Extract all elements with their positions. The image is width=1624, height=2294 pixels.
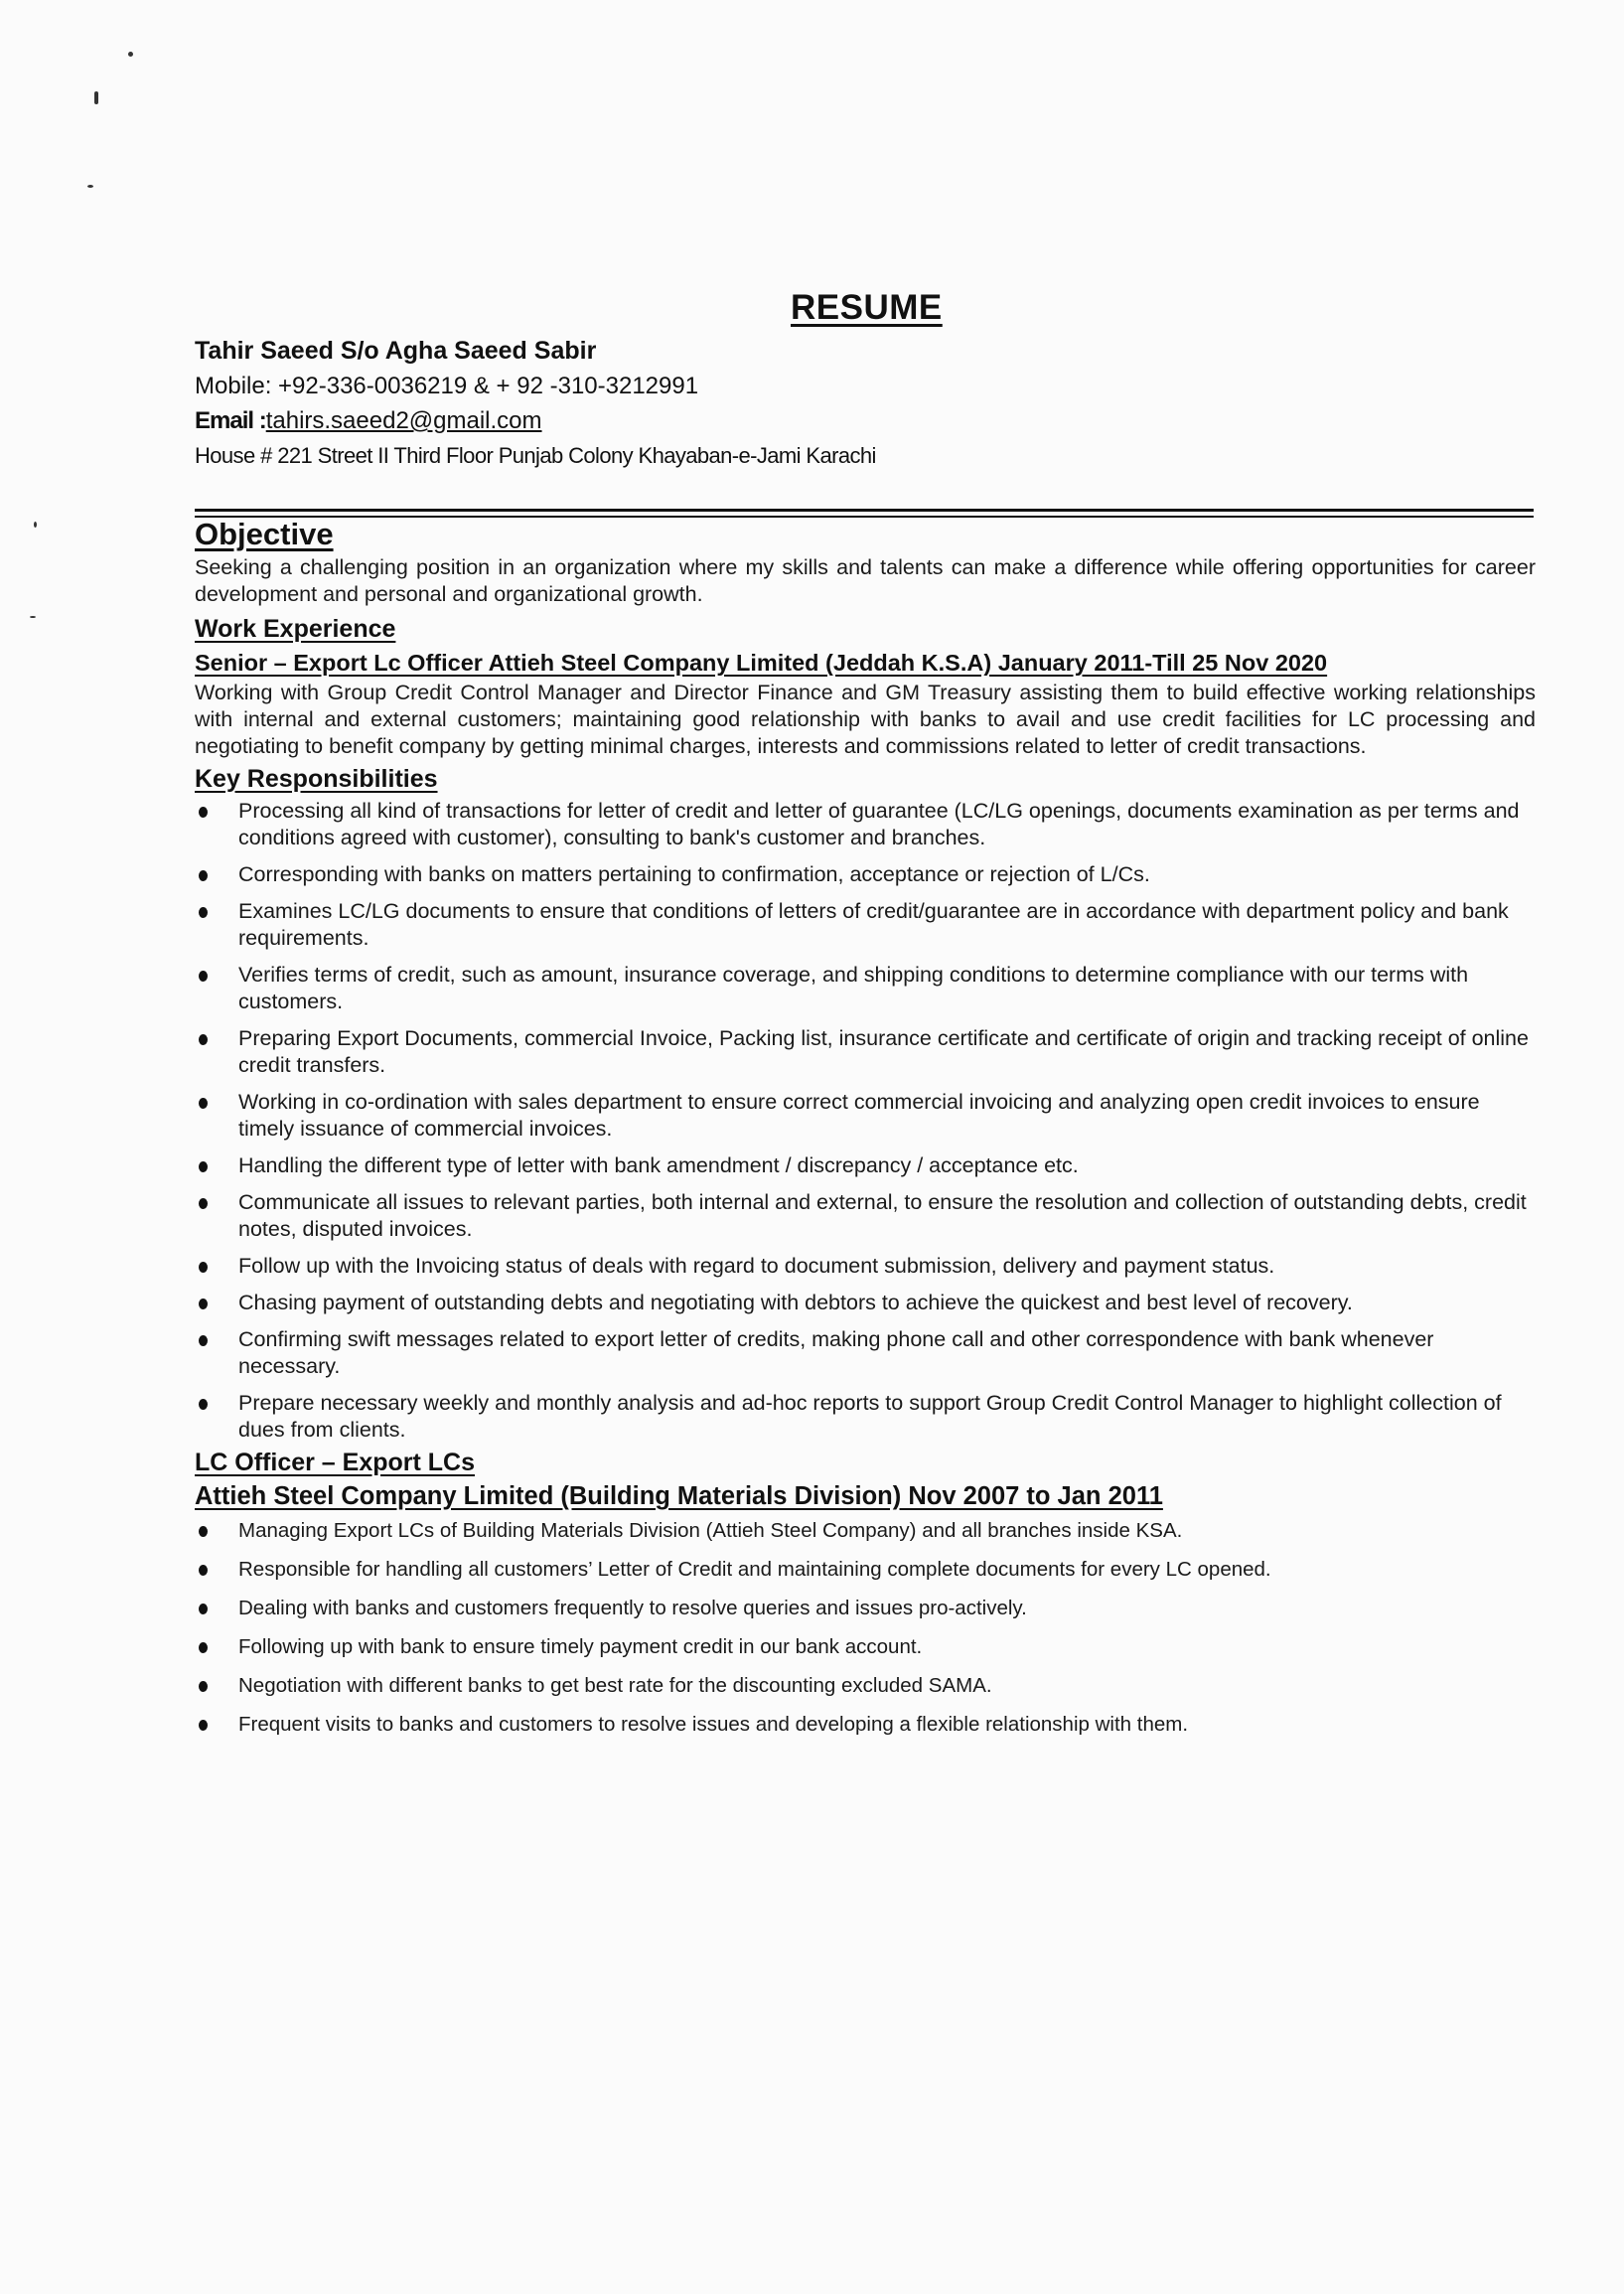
list-item <box>195 1089 1536 1143</box>
list-item-text: Prepare necessary weekly and monthly analysis and ad-hoc reports to support Group Credit Control Manager to highlight collection of dues from clients. <box>238 1391 1502 1442</box>
list-item-text: Preparing Export Documents, commercial Invoice, Packing list, insurance certificate and certificate of origin and tracking receipt of online credit transfers. <box>238 1026 1529 1077</box>
list-item-text: Handling the different type of letter with bank amendment / discrepancy / acceptance etc. <box>238 1153 1079 1177</box>
job2-responsibilities <box>195 1517 1536 1738</box>
bullet-icon <box>199 1335 208 1346</box>
document-title: RESUME <box>791 288 943 327</box>
address: House # 221 Street II Third Floor Punjab Colony Khayaban-e-Jami Karachi <box>195 443 876 468</box>
resume-body <box>195 515 1536 1750</box>
bullet-icon <box>199 1526 208 1537</box>
job1-summary: Working with Group Credit Control Manager and Director Finance and GM Treasury assisting them to build effective working relationships with internal and external customers; maintaining good relationship with banks to avail and use credit facilities for LC processing and negotiating to benefit company by getting minimal charges, interests and commissions related to letter of credit transactions. <box>195 681 1536 758</box>
list-item-text: Examines LC/LG documents to ensure that conditions of letters of credit/guarantee are in accordance with department policy and bank requirements. <box>238 899 1509 950</box>
list-item-text: Corresponding with banks on matters pertaining to confirmation, acceptance or rejection of L/Cs. <box>238 862 1150 886</box>
bullet-icon <box>199 1161 208 1172</box>
email-link[interactable]: tahirs.saeed2@gmail.com <box>265 407 542 434</box>
list-item-text: Verifies terms of credit, such as amount, insurance coverage, and shipping conditions to determine compliance with our terms with customers. <box>238 963 1469 1013</box>
divider-top <box>195 509 1534 512</box>
bullet-icon <box>199 1604 208 1614</box>
bullet-icon <box>199 1198 208 1209</box>
list-item-text: Frequent visits to banks and customers to resolve issues and developing a flexible relationship with them. <box>238 1713 1189 1736</box>
scan-speck <box>94 91 98 104</box>
job1-responsibilities <box>195 798 1536 1444</box>
list-item-text: Following up with bank to ensure timely payment credit in our bank account. <box>238 1635 923 1658</box>
bullet-icon <box>199 1262 208 1273</box>
list-item-text: Working in co-ordination with sales department to ensure correct commercial invoicing and analyzing open credit invoices to ensure timely issuance of commercial invoices. <box>238 1090 1480 1141</box>
list-item-text: Responsible for handling all customers’ Letter of Credit and maintaining complete documents for every LC opened. <box>238 1558 1271 1581</box>
bullet-icon <box>199 1720 208 1731</box>
scan-speck <box>87 185 93 188</box>
list-item <box>195 1253 1536 1280</box>
list-item <box>195 898 1536 952</box>
mobile-numbers: Mobile: +92-336-0036219 & + 92 -310-3212991 <box>195 373 699 399</box>
scan-speck <box>128 52 133 57</box>
objective-text: Seeking a challenging position in an organization where my skills and talents can make a difference while offering opportunities for career development and personal and organizational growth. <box>195 555 1536 606</box>
list-item-text: Follow up with the Invoicing status of deals with regard to document submission, delivery and payment status. <box>238 1254 1275 1278</box>
contact-block <box>195 334 876 473</box>
scan-speck <box>34 522 37 528</box>
list-item-text: Chasing payment of outstanding debts and negotiating with debtors to achieve the quickest and best level of recovery. <box>238 1291 1353 1314</box>
job2-role: LC Officer – Export LCs <box>195 1449 475 1476</box>
list-item <box>195 1556 1536 1583</box>
list-item-text: Negotiation with different banks to get best rate for the discounting excluded SAMA. <box>238 1674 992 1697</box>
objective-heading: Objective <box>195 517 334 551</box>
email-line <box>195 403 876 438</box>
bullet-icon <box>199 1399 208 1410</box>
list-item <box>195 1290 1536 1316</box>
list-item <box>195 1189 1536 1243</box>
bullet-icon <box>199 1034 208 1045</box>
list-item-text: Processing all kind of transactions for letter of credit and letter of guarantee (LC/LG openings, documents examination as per terms and conditions agreed with customer), consulting to bank's customer and branches. <box>238 799 1520 849</box>
list-item <box>195 1595 1536 1621</box>
job2-company: Attieh Steel Company Limited (Building Materials Division) Nov 2007 to Jan 2011 <box>195 1482 1163 1510</box>
list-item <box>195 1025 1536 1079</box>
applicant-name: Tahir Saeed S/o Agha Saeed Sabir <box>195 337 597 365</box>
bullet-icon <box>199 971 208 982</box>
list-item-text: Confirming swift messages related to export letter of credits, making phone call and other correspondence with bank whenever necessary. <box>238 1327 1434 1378</box>
list-item-text: Dealing with banks and customers frequently to resolve queries and issues pro-actively. <box>238 1597 1027 1619</box>
job1-title: Senior – Export Lc Officer Attieh Steel Company Limited (Jeddah K.S.A) January 2011-Till 25 Nov 2020 <box>195 650 1328 676</box>
list-item <box>195 1517 1536 1544</box>
bullet-icon <box>199 1681 208 1692</box>
list-item-text: Managing Export LCs of Building Materials Division (Attieh Steel Company) and all branches inside KSA. <box>238 1519 1183 1542</box>
list-item <box>195 1152 1536 1179</box>
bullet-icon <box>199 1098 208 1109</box>
bullet-icon <box>199 870 208 881</box>
list-item <box>195 798 1536 851</box>
bullet-icon <box>199 1565 208 1576</box>
list-item <box>195 1711 1536 1738</box>
key-responsibilities-heading: Key Responsibilities <box>195 765 438 793</box>
list-item <box>195 962 1536 1015</box>
list-item <box>195 1633 1536 1660</box>
bullet-icon <box>199 907 208 918</box>
list-item <box>195 1326 1536 1380</box>
bullet-icon <box>199 1299 208 1309</box>
email-label: Email : <box>195 407 266 434</box>
list-item-text: Communicate all issues to relevant parties, both internal and external, to ensure the resolution and collection of outstanding debts, credit notes, disputed invoices. <box>238 1190 1527 1241</box>
list-item <box>195 1672 1536 1699</box>
list-item <box>195 861 1536 888</box>
work-experience-heading: Work Experience <box>195 615 396 643</box>
bullet-icon <box>199 807 208 818</box>
scan-speck <box>30 616 36 618</box>
list-item <box>195 1390 1536 1444</box>
bullet-icon <box>199 1642 208 1653</box>
